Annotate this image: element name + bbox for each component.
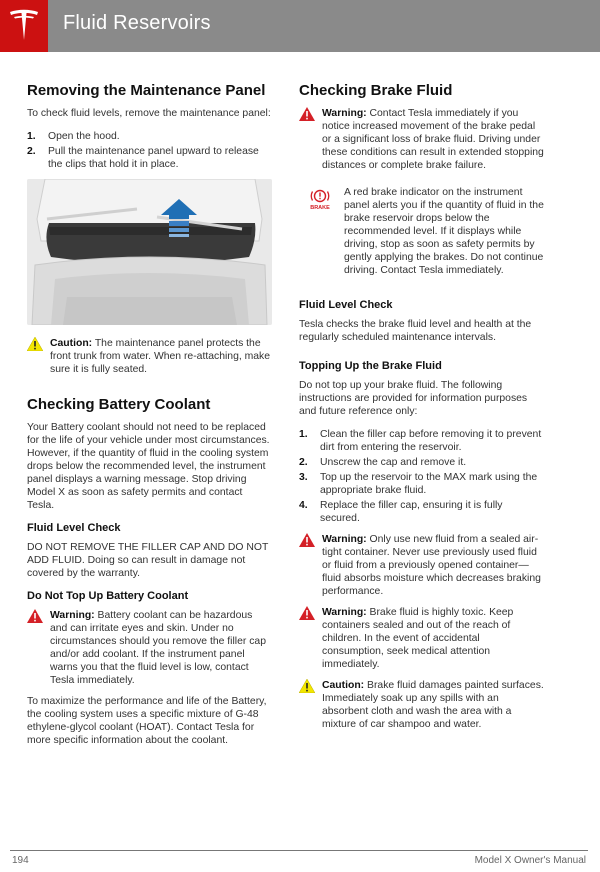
maintenance-steps [27, 130, 272, 171]
step-item: 2. Pull the maintenance panel upward to release the clips that hold it in place. [27, 146, 259, 170]
page-title: Fluid Reservoirs [63, 12, 211, 34]
caution-icon [299, 679, 315, 697]
subsection-fluid-level-check: Fluid Level Check [299, 299, 393, 311]
tesla-logo [0, 0, 48, 52]
caution-note: Caution: Brake fluid damages painted surfaces. Immediately soak up any spills with an absorbent cloth and wash the area with a mixture of car shampoo and water. [299, 679, 544, 731]
topup-steps [299, 428, 544, 525]
warning-icon [299, 533, 315, 551]
tesla-logo-icon [8, 9, 40, 43]
maintenance-panel-figure [27, 179, 272, 325]
coolant-fluid-check-text: DO NOT REMOVE THE FILLER CAP AND DO NOT ADD FLUID. Doing so can result in damage not covered by the warranty. [27, 542, 269, 579]
step-item: 4. Replace the filler cap, ensuring it is fully secured. [299, 500, 503, 524]
page-header [0, 0, 600, 52]
subsection-fluid-level-check: Fluid Level Check [27, 522, 121, 534]
coolant-closing: To maximize the performance and life of the Battery, the cooling system uses a specific mixture of G-48 ethylene-glycol coolant (HOAT). Contact Tesla for more specific information about the coolant. [27, 696, 267, 746]
subsection-no-top-up: Do Not Top Up Battery Coolant [27, 590, 189, 602]
brake-fluid-check-text: Tesla checks the brake fluid level and health at the regularly scheduled maintenance intervals. [299, 319, 532, 343]
warning-note: Warning: Battery coolant can be hazardous and can irritate eyes and skin. Under no circumstances should you remove the filler cap and/or add coolant. If the instrument panel warns you that the fluid level is low, contact Tesla immediately. [27, 609, 272, 687]
manual-title: Model X Owner's Manual [474, 855, 586, 866]
subsection-topping-up: Topping Up the Brake Fluid [299, 360, 442, 372]
coolant-intro: Your Battery coolant should not need to be replaced for the life of your vehicle under most circumstances. However, if the quantity of fluid in the cooling system drops below the recommended level, the instrument panel displays a warning message. Stop driving Model X as soon as safety permits and contact Tesla. [27, 422, 270, 511]
section-title-battery-coolant: Checking Battery Coolant [27, 396, 211, 413]
brake-indicator-icon [307, 188, 333, 214]
warning-icon [299, 606, 315, 624]
caution-note: Caution: The maintenance panel protects the front trunk from water. When re-attaching, make sure it is fully seated. [27, 337, 272, 376]
step-item: 3. Top up the reservoir to the MAX mark using the appropriate brake fluid. [299, 472, 538, 496]
svg-text:BRAKE: BRAKE [310, 205, 330, 210]
caution-icon [27, 337, 43, 355]
warning-icon [27, 609, 43, 627]
car-hood-illustration [27, 179, 272, 325]
left-column [27, 82, 272, 757]
step-item: 2. Unscrew the cap and remove it. [299, 457, 467, 468]
warning-note: Warning: Brake fluid is highly toxic. Keep containers sealed and out of the reach of children. In the event of accidental consumption, seek medical attention immediately. [299, 606, 544, 671]
topup-intro: Do not top up your brake fluid. The following instructions are provided for information purposes and future reference only: [299, 380, 528, 417]
right-column [299, 82, 544, 739]
section-title-maintenance-panel: Removing the Maintenance Panel [27, 82, 266, 99]
page-number: 194 [12, 855, 29, 866]
brake-indicator-note: BRAKE A red brake indicator on the instrument panel alerts you if the quantity of fluid in the brake reservoir drops below the recommended level. If it displays while driving, stop as soon as safety permits by gently applying the brakes. Do not continue driving. Contact Tesla immediately. [299, 186, 544, 277]
section-title-brake-fluid: Checking Brake Fluid [299, 82, 453, 99]
warning-note: Warning: Only use new fluid from a sealed air-tight container. Never use previously used fluid or fluid from a previously opened container—fluid absorbs moisture which decreases braking performance. [299, 533, 544, 598]
warning-icon [299, 107, 315, 125]
step-item: 1. Clean the filler cap before removing it to prevent dirt from entering the reservoir. [299, 429, 542, 453]
maintenance-intro: To check fluid levels, remove the maintenance panel: [27, 108, 271, 119]
footer-divider [10, 850, 588, 851]
warning-note: Warning: Contact Tesla immediately if you notice increased movement of the brake pedal or a significant loss of brake fluid. Driving under these conditions can result in extended stopping distances or complete brake failure. [299, 107, 544, 172]
step-item: 1. Open the hood. [27, 131, 120, 142]
